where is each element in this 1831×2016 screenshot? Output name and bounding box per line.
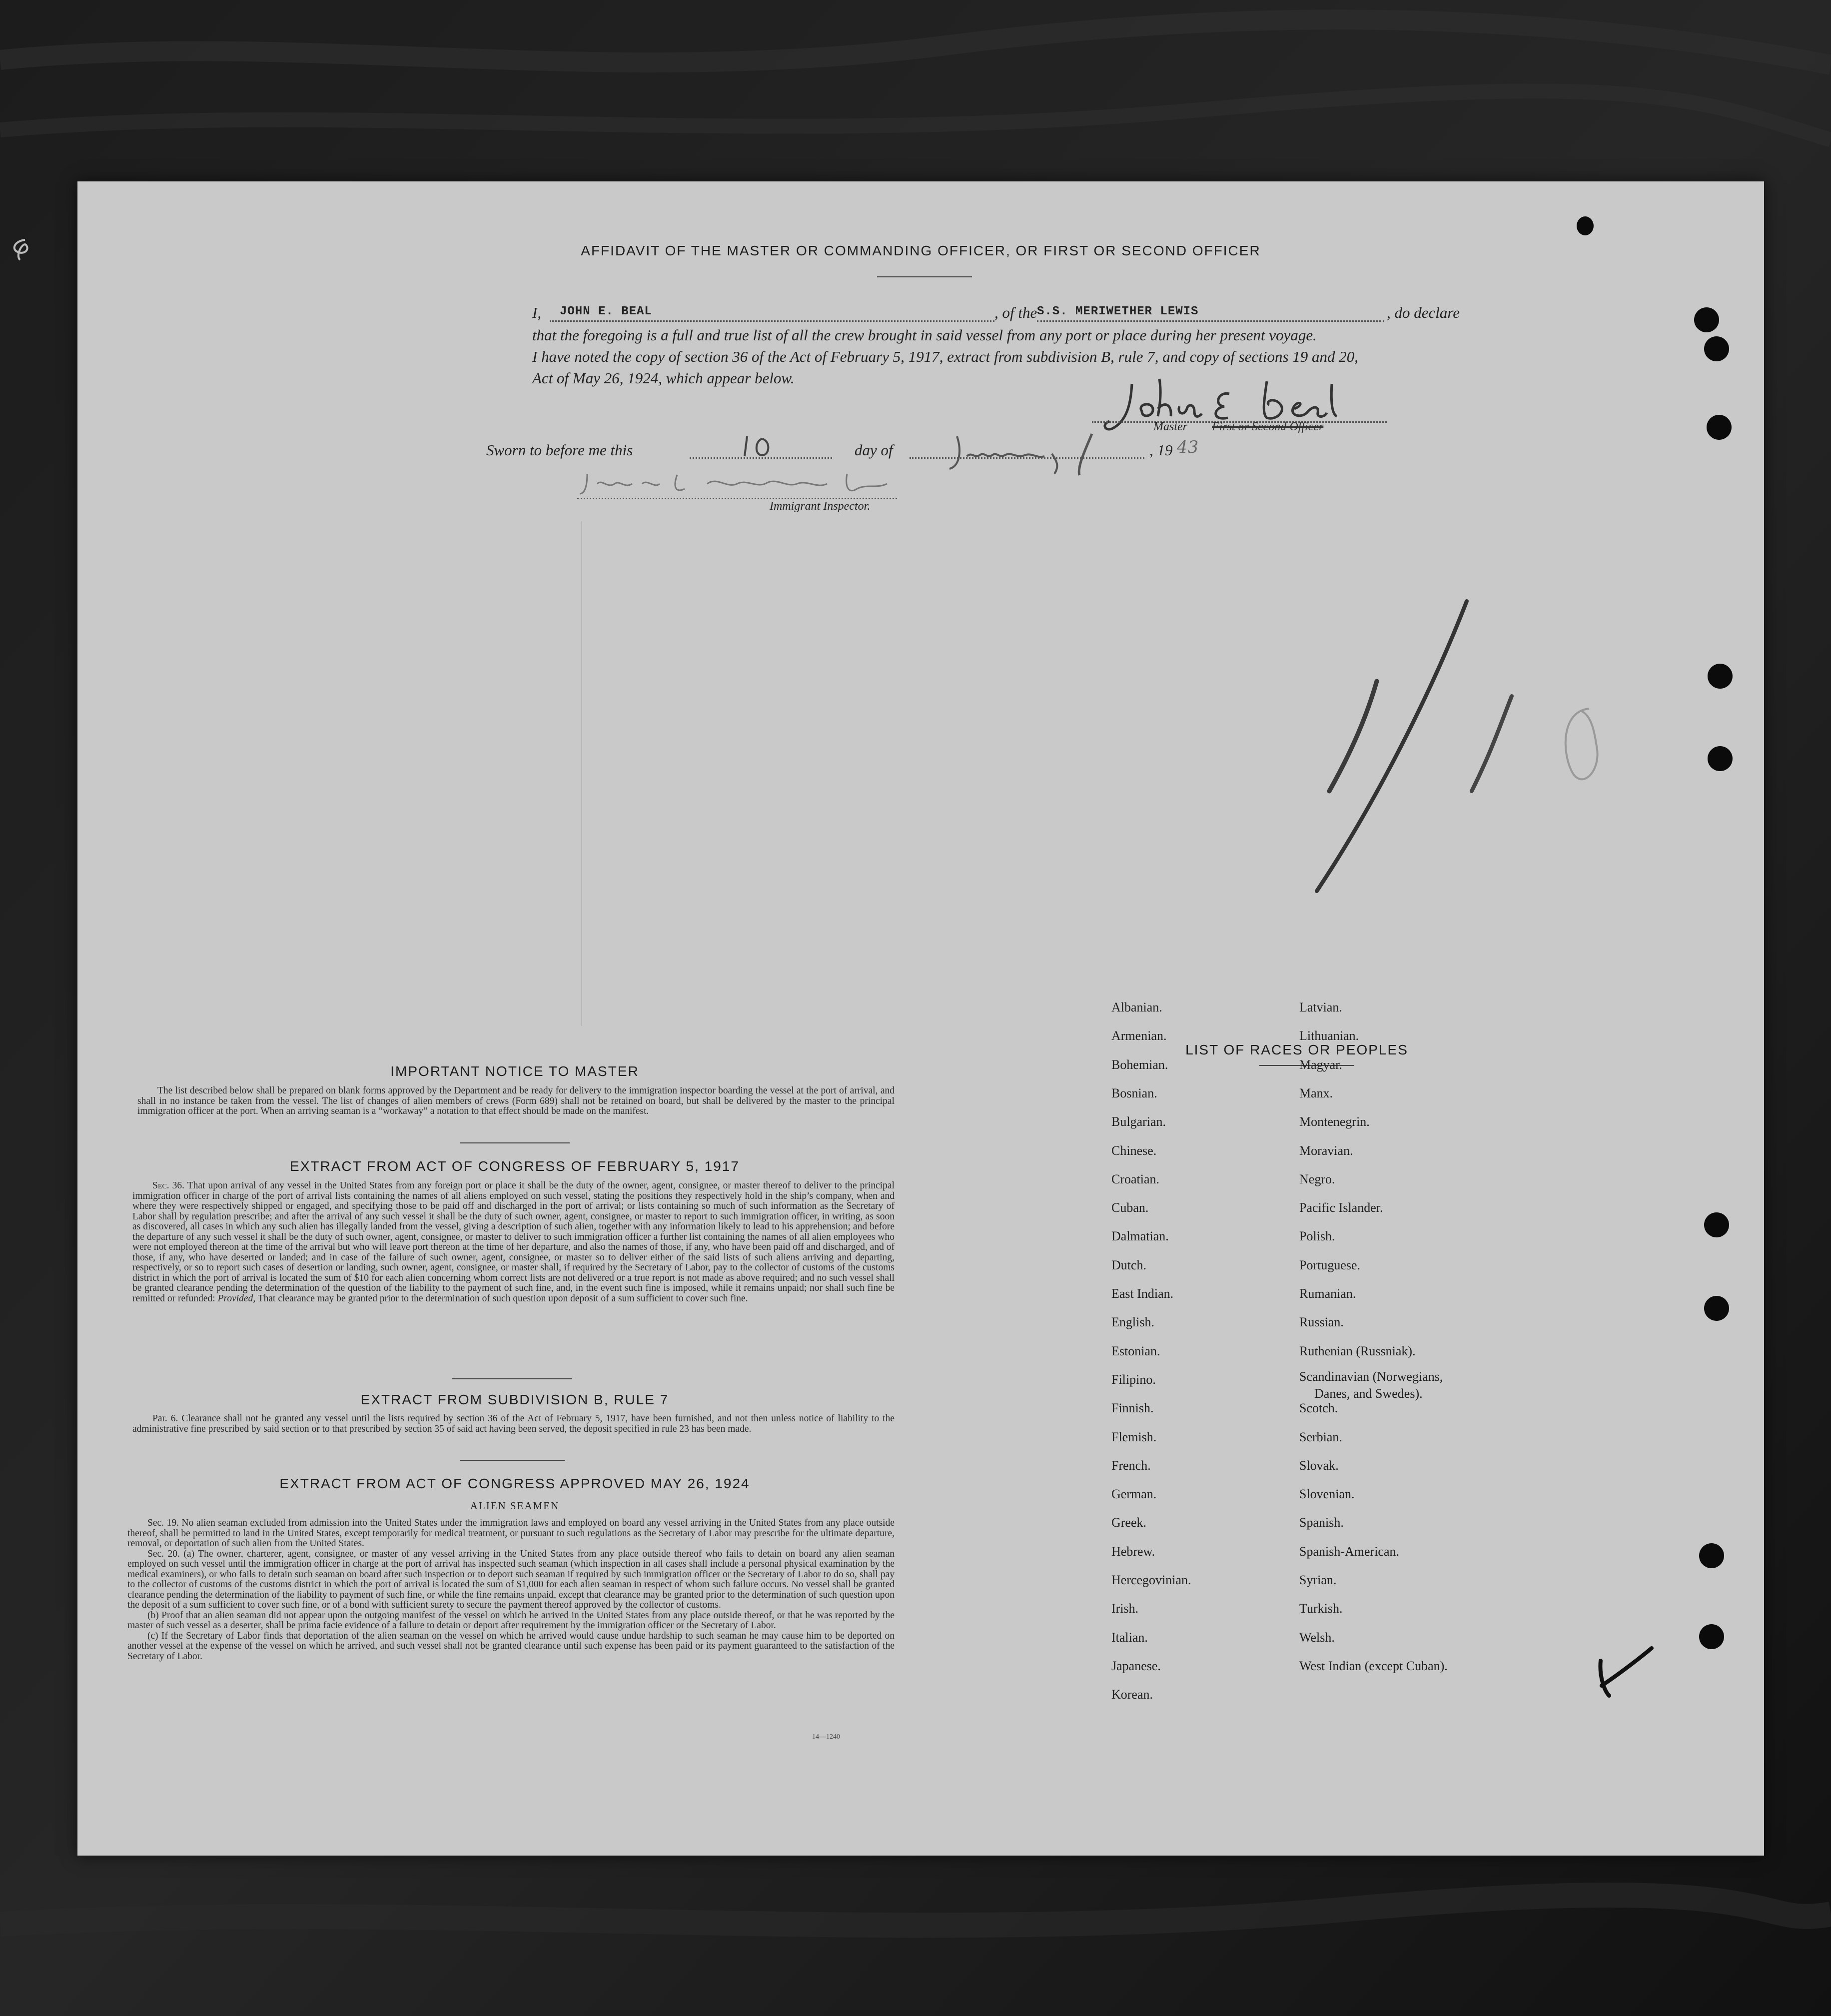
race-item: Magyar.	[1299, 1057, 1342, 1072]
sec19-text: Sec. 19. No alien seaman excluded from admission into the United States under the immigration laws and employed on board any vessel arriving in the United States from any place outside thereof, shall be permitted to land in the United States, except temporarily for medical treatment, or pursuant to such regulations as the Secretary of Labor may prescribe for the ultimate departure, removal, or deportation of such alien from the United States.	[127, 1518, 895, 1549]
race-item: Japanese.	[1111, 1658, 1161, 1673]
big-note-text: 1/10	[1302, 591, 1303, 592]
race-item: Bohemian.	[1111, 1057, 1168, 1072]
year-prefix: , 19	[1149, 441, 1173, 459]
race-item: Filipino.	[1111, 1372, 1156, 1387]
race-item: Spanish-American.	[1299, 1544, 1400, 1559]
punch-hole	[1694, 307, 1719, 332]
extract-1917-text	[132, 1181, 895, 1304]
race-item: Negro.	[1299, 1171, 1335, 1186]
signature-title-struck: First or Second Officer	[1212, 420, 1324, 433]
race-item: Lithuanian.	[1299, 1028, 1359, 1043]
extract-1924-title: EXTRACT FROM ACT OF CONGRESS APPROVED MAY 26, 1924	[279, 1476, 750, 1491]
race-item: Dutch.	[1111, 1257, 1147, 1272]
race-item: Hebrew.	[1111, 1544, 1155, 1559]
race-item: Welsh.	[1299, 1630, 1335, 1645]
punch-hole	[1704, 1296, 1729, 1321]
race-item: Flemish.	[1111, 1429, 1157, 1444]
vessel-name-underline	[1037, 320, 1384, 322]
inspector-signature	[577, 469, 897, 499]
race-item: Russian.	[1299, 1315, 1344, 1330]
inspector-title: Immigrant Inspector.	[770, 500, 871, 513]
big-handwritten-note	[1302, 591, 1642, 901]
race-item: Dalmatian.	[1111, 1229, 1169, 1244]
extract-1924-text	[127, 1518, 895, 1662]
do-declare-label: , do declare	[1387, 304, 1460, 321]
sworn-day-value: 10	[737, 431, 738, 432]
punch-hole	[1708, 746, 1733, 771]
year-handwritten: 43	[1177, 437, 1199, 457]
i-label: I,	[532, 304, 542, 321]
punch-hole	[1699, 1624, 1724, 1649]
sworn-label: Sworn to before me this	[486, 441, 633, 459]
race-item: Turkish.	[1299, 1601, 1343, 1616]
affidavit-line-4: Act of May 26, 1924, which appear below.	[532, 369, 795, 387]
race-item: Moravian.	[1299, 1143, 1353, 1158]
vessel-name-field: S.S. MERIWETHER LEWIS	[1037, 305, 1199, 318]
race-item: Italian.	[1111, 1630, 1148, 1645]
race-item: Manx.	[1299, 1085, 1333, 1100]
race-item: Korean.	[1111, 1687, 1153, 1702]
notice-text: The list described below shall be prepared on blank forms approved by the Department and be ready for delivery to the immigration inspector boarding the vessel at the port of arrival, and shall in no instance be taken from the vessel. The list of changes of alien members of crews (Form 689) shall not be retained on board, but shall be delivered by the master to the principal immigration officer at the port. When an arriving seaman is a “workaway” a notation to that effect should be made on the manifest.	[137, 1085, 895, 1116]
affidavit-line-3: I have noted the copy of section 36 of the Act of February 5, 1917, extract from subdivision B, rule 7, and copy of sections 19 and 20,	[532, 348, 1359, 365]
race-item: Portuguese.	[1299, 1257, 1361, 1272]
sec36-body: That upon arrival of any vessel in the United States from any foreign port or place it shall be the duty of the owner, agent, consignee, or master thereof to deliver to the principal immigration officer in charge of the port of arrival lists containing the names of all aliens employed on such vessel, stating the positions they respectively hold in the ship’s company, when and where they were respectively shipped or engaged, and specifying those to be paid off and discharged in the port of arrival; or lists containing so much of such information as the Secretary of Labor shall by regulation prescribe; and after the arrival of any such vessel it shall be the duty of such owner, agent, consignee, or master to report to such immigration officer, in writing, as soon as discovered, all cases in which any such alien has illegally landed from the vessel, giving a description of such alien, together with any information likely to lead to his apprehension; and before the departure of any such vessel it shall be the duty of such owner, agent, consignee, or master to deliver to such immigration officer a further list containing the names of all alien employees who were not employed thereon at the time of the arrival but who will leave port thereon at the time of her departure, and also the names of those, if any, who have been paid off and discharged, and of those, if any, who have deserted or landed; and in case of the failure of such owner, agent, consignee, or master so to deliver either of the said lists of such aliens arriving and departing, respectively, or so to report such cases of desertion or landing, such owner, agent, consignee, or master shall, if required by the Secretary of Labor, pay to the collector of customs of the customs district in which the port of arrival is located the sum of $10 for each alien concerning whom correct lists are not delivered or a true report is not made as above required; and no such vessel shall be granted clearance pending the determination of the question of the liability to the payment of such fine, and, in the event such fine is imposed, while it remains unpaid; nor shall such fine be remitted or refunded:	[132, 1180, 895, 1304]
race-item: French.	[1111, 1458, 1151, 1473]
race-item: Montenegrin.	[1299, 1114, 1370, 1129]
punch-hole	[1707, 415, 1732, 440]
punch-hole	[1708, 664, 1733, 689]
margin-mark-handwritten	[5, 235, 40, 265]
race-item: Slovak.	[1299, 1458, 1339, 1473]
race-item: Scotch.	[1299, 1401, 1338, 1416]
affidavit-line-2: that the foregoing is a full and true list of all the crew brought in said vessel from any port or place during her present voyage.	[532, 326, 1317, 344]
race-item: Cuban.	[1111, 1200, 1149, 1215]
race-item: Serbian.	[1299, 1429, 1342, 1444]
race-item: Hercegovinian.	[1111, 1573, 1191, 1587]
race-item: Bulgarian.	[1111, 1114, 1166, 1129]
rule7-text: Par. 6. Clearance shall not be granted any vessel until the lists required by section 36 of the Act of February 5, 1917, have been furnished, and not then unless notice of liability to the administrative fine prescribed by said section or to that prescribed by section 35 of said act having been served, the deposit specified in rule 23 has been made.	[132, 1413, 895, 1434]
race-item: Chinese.	[1111, 1143, 1157, 1158]
faint-ruling	[581, 521, 582, 1026]
race-item: Rumanian.	[1299, 1286, 1356, 1301]
inspector-underline	[577, 498, 897, 499]
race-item: Finnish.	[1111, 1401, 1154, 1416]
alien-seamen-subtitle: ALIEN SEAMEN	[470, 1500, 560, 1512]
notice-divider	[460, 1142, 570, 1143]
race-item: Estonian.	[1111, 1343, 1160, 1358]
sec20b-text: (b) Proof that an alien seaman did not appear upon the outgoing manifest of the vessel on which he arrived in the United States from any place outside thereof, or that he was reported by the master of such vessel as a deserter, shall be prima facie evidence of a failure to detain or deport after requirement by the immigration officer or the Secretary of Labor.	[127, 1610, 895, 1631]
race-item: Scandinavian (Norwegians,	[1299, 1369, 1443, 1384]
master-name-underline	[550, 320, 994, 322]
punch-hole	[1577, 216, 1594, 235]
race-item: German.	[1111, 1487, 1157, 1502]
race-item: Latvian.	[1299, 1000, 1342, 1014]
sworn-month-value: January	[942, 431, 944, 432]
sec36-end: That clearance may be granted prior to the determination of such question upon deposit of a sum sufficient to cover such fine.	[257, 1293, 748, 1304]
race-item: Croatian.	[1111, 1171, 1160, 1186]
sworn-month-handwritten	[942, 431, 1112, 476]
extract-1917-title: EXTRACT FROM ACT OF CONGRESS OF FEBRUARY 5, 1917	[290, 1158, 740, 1174]
notice-title: IMPORTANT NOTICE TO MASTER	[390, 1063, 639, 1079]
punch-hole	[1699, 1543, 1724, 1568]
sec36-provided: Provided,	[217, 1293, 256, 1304]
affidavit-line-1	[532, 304, 541, 322]
race-item: Syrian.	[1299, 1573, 1337, 1587]
rule7-title: EXTRACT FROM SUBDIVISION B, RULE 7	[360, 1392, 669, 1407]
race-item: Greek.	[1111, 1515, 1147, 1530]
race-item: Spanish.	[1299, 1515, 1344, 1530]
race-item: Bosnian.	[1111, 1085, 1157, 1100]
race-item: Armenian.	[1111, 1028, 1167, 1043]
race-item: Slovenian.	[1299, 1487, 1355, 1502]
race-item: Irish.	[1111, 1601, 1139, 1616]
race-item: Polish.	[1299, 1229, 1335, 1244]
signature-title-master: Master	[1153, 420, 1187, 433]
punch-hole	[1704, 336, 1729, 361]
master-name-field: JOHN E. BEAL	[560, 305, 652, 318]
race-item: Ruthenian (Russniak).	[1299, 1343, 1416, 1358]
sec20c-text: (c) If the Secretary of Labor finds that deportation of the alien seaman on the vessel on which he arrived would cause undue hardship to such seaman he may cause him to be deported on another vessel at the expense of the vessel on which he arrived, and such vessel shall not be granted clearance until such expense has been paid or its payment guaranteed to the satisfaction of the Secretary of Labor.	[127, 1630, 895, 1662]
day-of-label: day of	[855, 441, 893, 459]
sec36-label: Sec. 36.	[152, 1180, 185, 1191]
extract-1917-divider	[452, 1378, 572, 1379]
race-item: West Indian (except Cuban).	[1299, 1658, 1448, 1673]
of-the-label: , of the	[994, 304, 1037, 321]
title-divider	[877, 276, 972, 277]
race-item: English.	[1111, 1315, 1154, 1330]
punch-hole	[1704, 1212, 1729, 1237]
race-item: Albanian.	[1111, 1000, 1162, 1014]
races-title: LIST OF RACES OR PEOPLES	[1185, 1042, 1408, 1057]
race-item: Pacific Islander.	[1299, 1200, 1383, 1215]
rule7-divider	[460, 1460, 565, 1461]
form-sheet	[77, 181, 1764, 1856]
form-number: 14—1240	[812, 1733, 840, 1741]
sec20a-text: Sec. 20. (a) The owner, charterer, agent, consignee, or master of any vessel arriving in the United States from any place outside thereof who fails to detain on board any alien seaman employed on such vessel until the immigration officer in charge at the port of arrival has inspected such seaman (which inspection in all cases shall include a personal physical examination by the medical examiners), or who fails to detain such seaman on board after such inspection or to deport such seaman if required by such immigration officer or the Secretary of Labor to do so, shall pay to the collector of customs of the customs district in which the port of arrival is located the sum of $1,000 for each alien seaman in respect of whom such failure occurs. No vessel shall be granted clearance pending the determination of the liability to payment of such fine, or while the fine remains unpaid, except that clearance may be granted prior to the determination of such question upon the deposit of a sum sufficient to cover such fine, or of a bond with sufficient surety to secure the payment thereof approved by the collector of customs.	[127, 1548, 895, 1610]
sworn-day-handwritten	[737, 431, 782, 461]
race-item: East Indian.	[1111, 1286, 1174, 1301]
race-item: Danes, and Swedes).	[1314, 1386, 1423, 1401]
affidavit-title: AFFIDAVIT OF THE MASTER OR COMMANDING OFFICER, OR FIRST OR SECOND OFFICER	[581, 243, 1261, 258]
corner-handwritten-mark	[1597, 1641, 1672, 1701]
